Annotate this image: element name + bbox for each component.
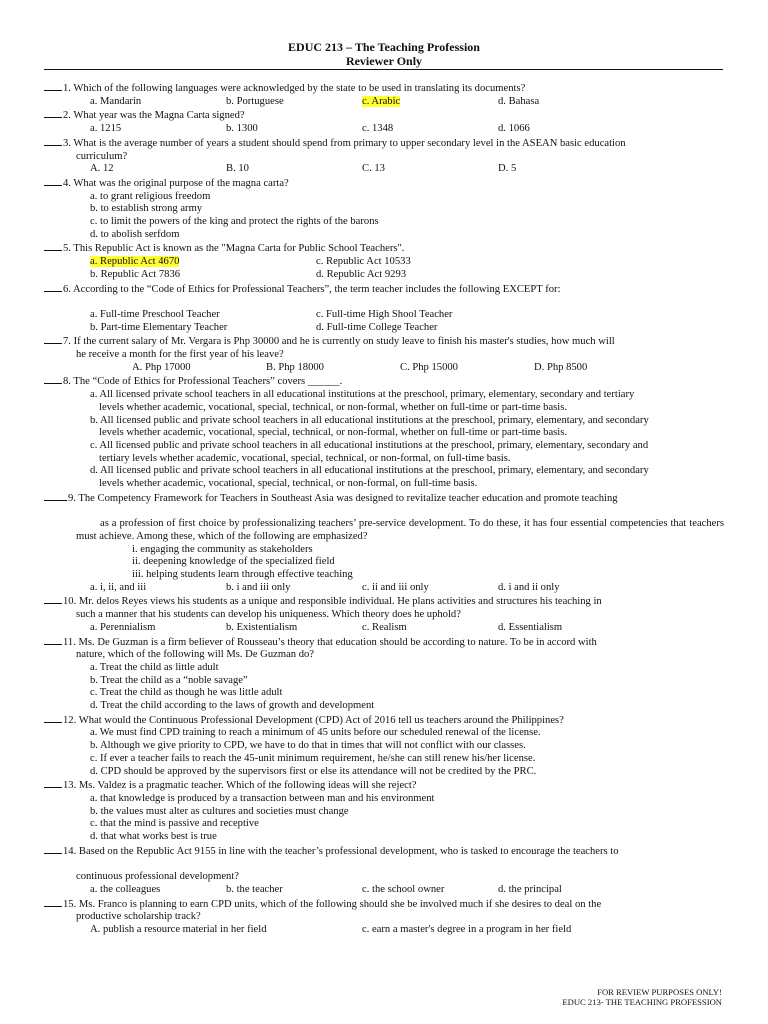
question-stem-continued: curriculum? [76, 150, 128, 162]
question-stem: 8. The “Code of Ethics for Professional Teachers” covers ______. [63, 376, 343, 388]
question-stem: 5. This Republic Act is known as the "Magna Carta for Public School Teachers". [63, 243, 405, 255]
question-stem: 2. What year was the Magna Carta signed? [63, 110, 245, 122]
question-list [44, 81, 724, 937]
answer-blank[interactable] [44, 897, 62, 907]
roman-item: ii. deepening knowledge of the specialized field [132, 556, 335, 568]
option[interactable]: b. to establish strong army [90, 203, 203, 215]
option[interactable]: d. Full-time College Teacher [316, 321, 438, 333]
option-highlighted[interactable]: c. Arabic [362, 95, 401, 107]
option[interactable]: d. CPD should be approved by the supervisors first or else its attendance will not be credited by the PRC. [90, 765, 537, 777]
option[interactable]: D. 5 [498, 163, 517, 175]
answer-blank[interactable] [44, 594, 62, 604]
option[interactable]: c. to limit the powers of the king and protect the rights of the barons [90, 216, 379, 228]
options-list [44, 662, 724, 713]
question-stem: 7. If the current salary of Mr. Vergara is Php 30000 and he is currently on study leave to finish his master's studies, how much will [63, 336, 615, 348]
footer-notice: FOR REVIEW PURPOSES ONLY! [597, 987, 722, 997]
answer-blank[interactable] [44, 241, 62, 251]
answer-blank[interactable] [44, 136, 62, 146]
option[interactable]: a. We must find CPD training to reach a minimum of 45 units before our scheduled renewal of the license. [90, 727, 541, 739]
question-stem: 1. Which of the following languages were acknowledged by the state to be used in translating its documents? [63, 83, 526, 94]
document-subtitle: Reviewer Only [345, 54, 423, 68]
question-10 [44, 594, 724, 634]
options-row [44, 269, 724, 282]
roman-item: i. engaging the community as stakeholders [132, 543, 313, 555]
options-row [44, 309, 724, 322]
question-stem: 11. Ms. De Guzman is a firm believer of Rousseau’s theory that education should be according to nature. To be in accord with [63, 636, 597, 648]
option[interactable]: b. Although we give priority to CPD, we have to do that in times that will not conflict with our classes. [90, 740, 526, 752]
options-list [44, 793, 724, 844]
header-rule [44, 69, 723, 70]
question-14 [44, 844, 724, 897]
answer-blank[interactable] [44, 713, 62, 723]
options-row [44, 622, 724, 635]
question-stem: 9. The Competency Framework for Teachers in Southeast Asia was designed to revitalize teacher education and promote teaching [68, 492, 618, 504]
option[interactable]: b. the values must alter as cultures and societies must change [90, 805, 349, 817]
option[interactable]: a. Full-time Preschool Teacher [90, 308, 220, 320]
question-stem: 15. Ms. Franco is planning to earn CPD units, which of the following should she be involved much if she desires to deal on the [63, 898, 602, 910]
option[interactable]: a. Treat the child as little adult [90, 661, 219, 673]
option[interactable]: D. Php 8500 [534, 361, 588, 373]
option[interactable]: b. Treat the child as a “noble savage” [90, 674, 248, 686]
answer-blank[interactable] [44, 491, 67, 501]
options-row [44, 924, 724, 937]
question-9 [44, 491, 724, 595]
question-stem: 6. According to the “Code of Ethics for Professional Teachers”, the term teacher includes the following EXCEPT for: [63, 283, 561, 295]
option[interactable]: b. Existentialism [226, 621, 298, 633]
option[interactable]: a. 1215 [90, 123, 122, 135]
option[interactable]: d. the principal [498, 883, 562, 895]
options-row [44, 96, 724, 109]
option[interactable]: A. Php 17000 [132, 361, 191, 373]
options-list [44, 191, 724, 242]
option[interactable]: A. publish a resource material in her field [90, 923, 267, 935]
option[interactable]: b. i and iii only [226, 581, 291, 593]
option[interactable]: a. i, ii, and iii [90, 581, 147, 593]
answer-blank[interactable] [44, 108, 62, 118]
question-stem: 12. What would the Continuous Professional Development (CPD) Act of 2016 tell us teachers around the Philippines? [63, 714, 564, 726]
document-title: EDUC 213 – The Teaching Profession [288, 40, 480, 54]
question-stem: 10. Mr. delos Reyes views his students as a unique and responsible individual. He plans activities and structures his teaching in [63, 596, 602, 608]
option[interactable]: C. Php 15000 [400, 361, 458, 373]
question-stem: 3. What is the average number of years a student should spend from primary to upper secondary level in the ASEAN basic education [63, 137, 626, 149]
option[interactable]: b. the teacher [226, 883, 283, 895]
option[interactable]: d. that what works best is true [90, 831, 217, 843]
option[interactable]: a. All licensed private school teachers in all educational institutions at the preschool, primary, elementary, secondary and tertiary levels whether academic, vocational, special, technical, or non-formal, whether on full-time or part-time basis. [90, 389, 635, 413]
options-row [44, 123, 724, 136]
options-row [44, 884, 724, 897]
option[interactable]: c. If ever a teacher fails to reach the 45-unit minimum requirement, he/she can still renew his/her license. [90, 752, 536, 764]
question-13 [44, 778, 724, 844]
question-stem-continued: as a profession of first choice by professionalizing teachers’ pre-service development. To do these, it has four essential competencies that teachers must achieve. Among these, which of the following are emphasized? [76, 518, 724, 542]
option[interactable]: b. 1300 [226, 123, 258, 135]
option[interactable]: d. Republic Act 9293 [316, 268, 407, 280]
option[interactable]: a. to grant religious freedom [90, 190, 211, 202]
question-stem: 14. Based on the Republic Act 9155 in line with the teacher’s professional development, who is tasked to encourage the teachers to [63, 845, 619, 857]
options-list [44, 727, 724, 778]
answer-blank[interactable] [44, 635, 62, 645]
question-11 [44, 635, 724, 713]
option[interactable]: d. 1066 [498, 123, 530, 135]
option[interactable]: b. Portuguese [226, 95, 284, 107]
question-1 [44, 81, 724, 108]
option[interactable]: b. All licensed public and private school teachers in all educational institutions at the preschool, primary, elementary, and secondary levels whether academic, vocational, special, technical, or non-formal, whether on full-time or part-time basis. [90, 414, 649, 439]
question-stem-continued: continuous professional development? [76, 871, 239, 883]
options-row [44, 362, 724, 375]
option[interactable]: a. Perennialism [90, 621, 156, 633]
roman-list [44, 544, 724, 582]
question-stem: 4. What was the original purpose of the magna carta? [63, 177, 289, 189]
roman-item: iii. helping students learn through effective teaching [132, 568, 353, 580]
option[interactable]: A. 12 [90, 163, 114, 175]
question-stem-continued: such a manner that his students can develop his uniqueness. Which theory does he uphold? [76, 609, 461, 621]
question-7 [44, 334, 724, 374]
option[interactable]: c. Full-time High Shool Teacher [316, 308, 453, 320]
option[interactable]: a. Mandarin [90, 95, 142, 107]
option[interactable]: c. Treat the child as though he was little adult [90, 687, 283, 699]
option[interactable]: d. to abolish serfdom [90, 228, 180, 240]
option[interactable]: C. 13 [362, 163, 385, 175]
question-3 [44, 136, 724, 176]
footer-course: EDUC 213- THE TEACHING PROFESSION [562, 997, 722, 1007]
options-row [44, 256, 724, 269]
option[interactable]: c. Republic Act 10533 [316, 256, 411, 268]
question-2 [44, 108, 724, 135]
option[interactable]: c. the school owner [362, 883, 445, 895]
answer-blank[interactable] [44, 374, 62, 384]
option[interactable]: c. 1348 [362, 123, 394, 135]
option[interactable]: c. All licensed public and private school teachers in all educational institutions at the preschool, primary, elementary, secondary and tertiary levels whether academic, vocational, special, technical, or non-formal, on full-time basis. [90, 439, 649, 464]
options-row [44, 322, 724, 335]
option[interactable]: d. Essentialism [498, 621, 563, 633]
option-highlighted[interactable]: a. Republic Act 4670 [90, 256, 180, 268]
document-header [0, 40, 768, 68]
answer-blank[interactable] [44, 282, 62, 292]
question-4 [44, 176, 724, 242]
option[interactable]: b. Part-time Elementary Teacher [90, 321, 228, 333]
question-15 [44, 897, 724, 937]
question-6 [44, 282, 724, 335]
option[interactable]: B. Php 18000 [266, 361, 324, 373]
page-footer [562, 987, 722, 1007]
question-8 [44, 374, 724, 490]
option[interactable]: c. earn a master's degree in a program in her field [362, 923, 572, 935]
option[interactable]: a. that knowledge is produced by a transaction between man and his environment [90, 792, 435, 804]
question-stem: 13. Ms. Valdez is a pragmatic teacher. Which of the following ideas will she reject? [63, 780, 417, 792]
option[interactable]: B. 10 [226, 163, 249, 175]
option[interactable]: b. Republic Act 7836 [90, 268, 181, 280]
answer-blank[interactable] [44, 778, 62, 788]
answer-blank[interactable] [44, 176, 62, 186]
option[interactable]: d. Bahasa [498, 95, 540, 107]
options-list [44, 389, 724, 491]
option[interactable]: a. the colleagues [90, 883, 161, 895]
option[interactable]: c. that the mind is passive and receptive [90, 818, 259, 830]
option[interactable]: c. Realism [362, 621, 407, 633]
options-row [44, 163, 724, 176]
question-stem-continued: productive scholarship track? [76, 911, 201, 923]
question-5 [44, 241, 724, 281]
answer-blank[interactable] [44, 81, 62, 91]
answer-blank[interactable] [44, 844, 62, 854]
option[interactable]: d. i and ii only [498, 581, 560, 593]
option[interactable]: c. ii and iii only [362, 581, 429, 593]
options-row [44, 582, 724, 595]
question-stem-continued: nature, which of the following will Ms. De Guzman do? [76, 649, 315, 661]
option[interactable]: d. Treat the child according to the laws of growth and development [90, 700, 375, 712]
question-stem-continued: he receive a month for the first year of his leave? [76, 349, 284, 361]
option[interactable]: d. All licensed public and private school teachers in all educational institutions at the preschool, primary, elementary, and secondary levels whether academic, vocational, special, technical, or non-formal, on full-time basis. [90, 465, 649, 490]
question-12 [44, 713, 724, 779]
answer-blank[interactable] [44, 334, 62, 344]
